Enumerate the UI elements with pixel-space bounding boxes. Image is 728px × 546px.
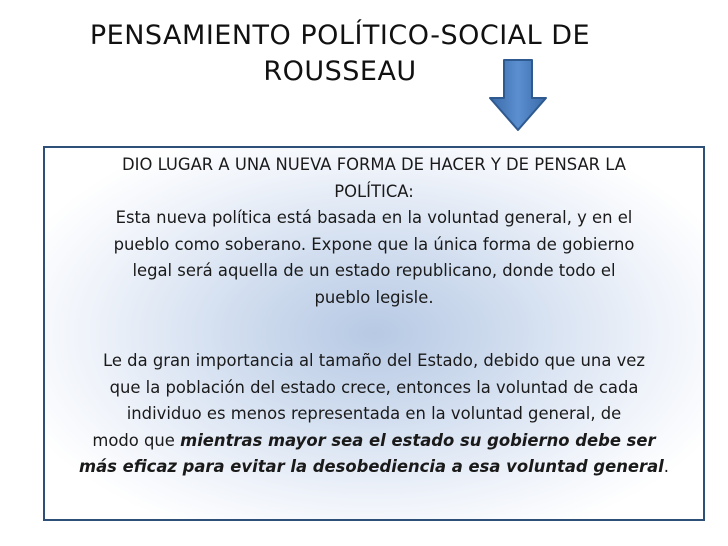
paragraph-1 [49, 152, 699, 311]
p1-line-1: DIO LUGAR A UNA NUEVA FORMA DE HACER Y DE PENSAR LA [122, 155, 626, 174]
p1-line-2: POLÍTICA: [334, 181, 414, 201]
p2-line-4-plain: modo que [92, 430, 181, 450]
p2-line-3: individuo es menos representada en la voluntad general, de [126, 404, 622, 423]
p2-line-5-end: . [663, 457, 669, 476]
p2-line-1: Le da gran importancia al tamaño del Estado, debido que una vez [103, 351, 645, 370]
down-arrow-icon [488, 58, 548, 132]
title-line-1: PENSAMIENTO POLÍTICO-SOCIAL DE [89, 20, 591, 51]
title-line-2: ROUSSEAU [263, 56, 417, 87]
p1-line-3: Esta nueva política está basada en la voluntad general, y en el [115, 208, 633, 227]
p1-line-6: pueblo legisle. [314, 287, 434, 307]
content-box [43, 146, 705, 521]
p2-line-4-emphasis: mientras mayor sea el estado su gobierno debe ser [180, 430, 656, 450]
paragraph-2 [49, 348, 699, 481]
p1-line-5: legal será aquella de un estado republicano, donde todo el [132, 261, 616, 280]
p2-line-2: que la población del estado crece, entonces la voluntad de cada [109, 377, 639, 397]
slide-title [40, 18, 640, 90]
p1-line-4: pueblo como soberano. Expone que la única forma de gobierno [113, 234, 635, 254]
p2-line-5-emphasis: más eficaz para evitar la desobediencia a esa voluntad general [79, 457, 664, 476]
